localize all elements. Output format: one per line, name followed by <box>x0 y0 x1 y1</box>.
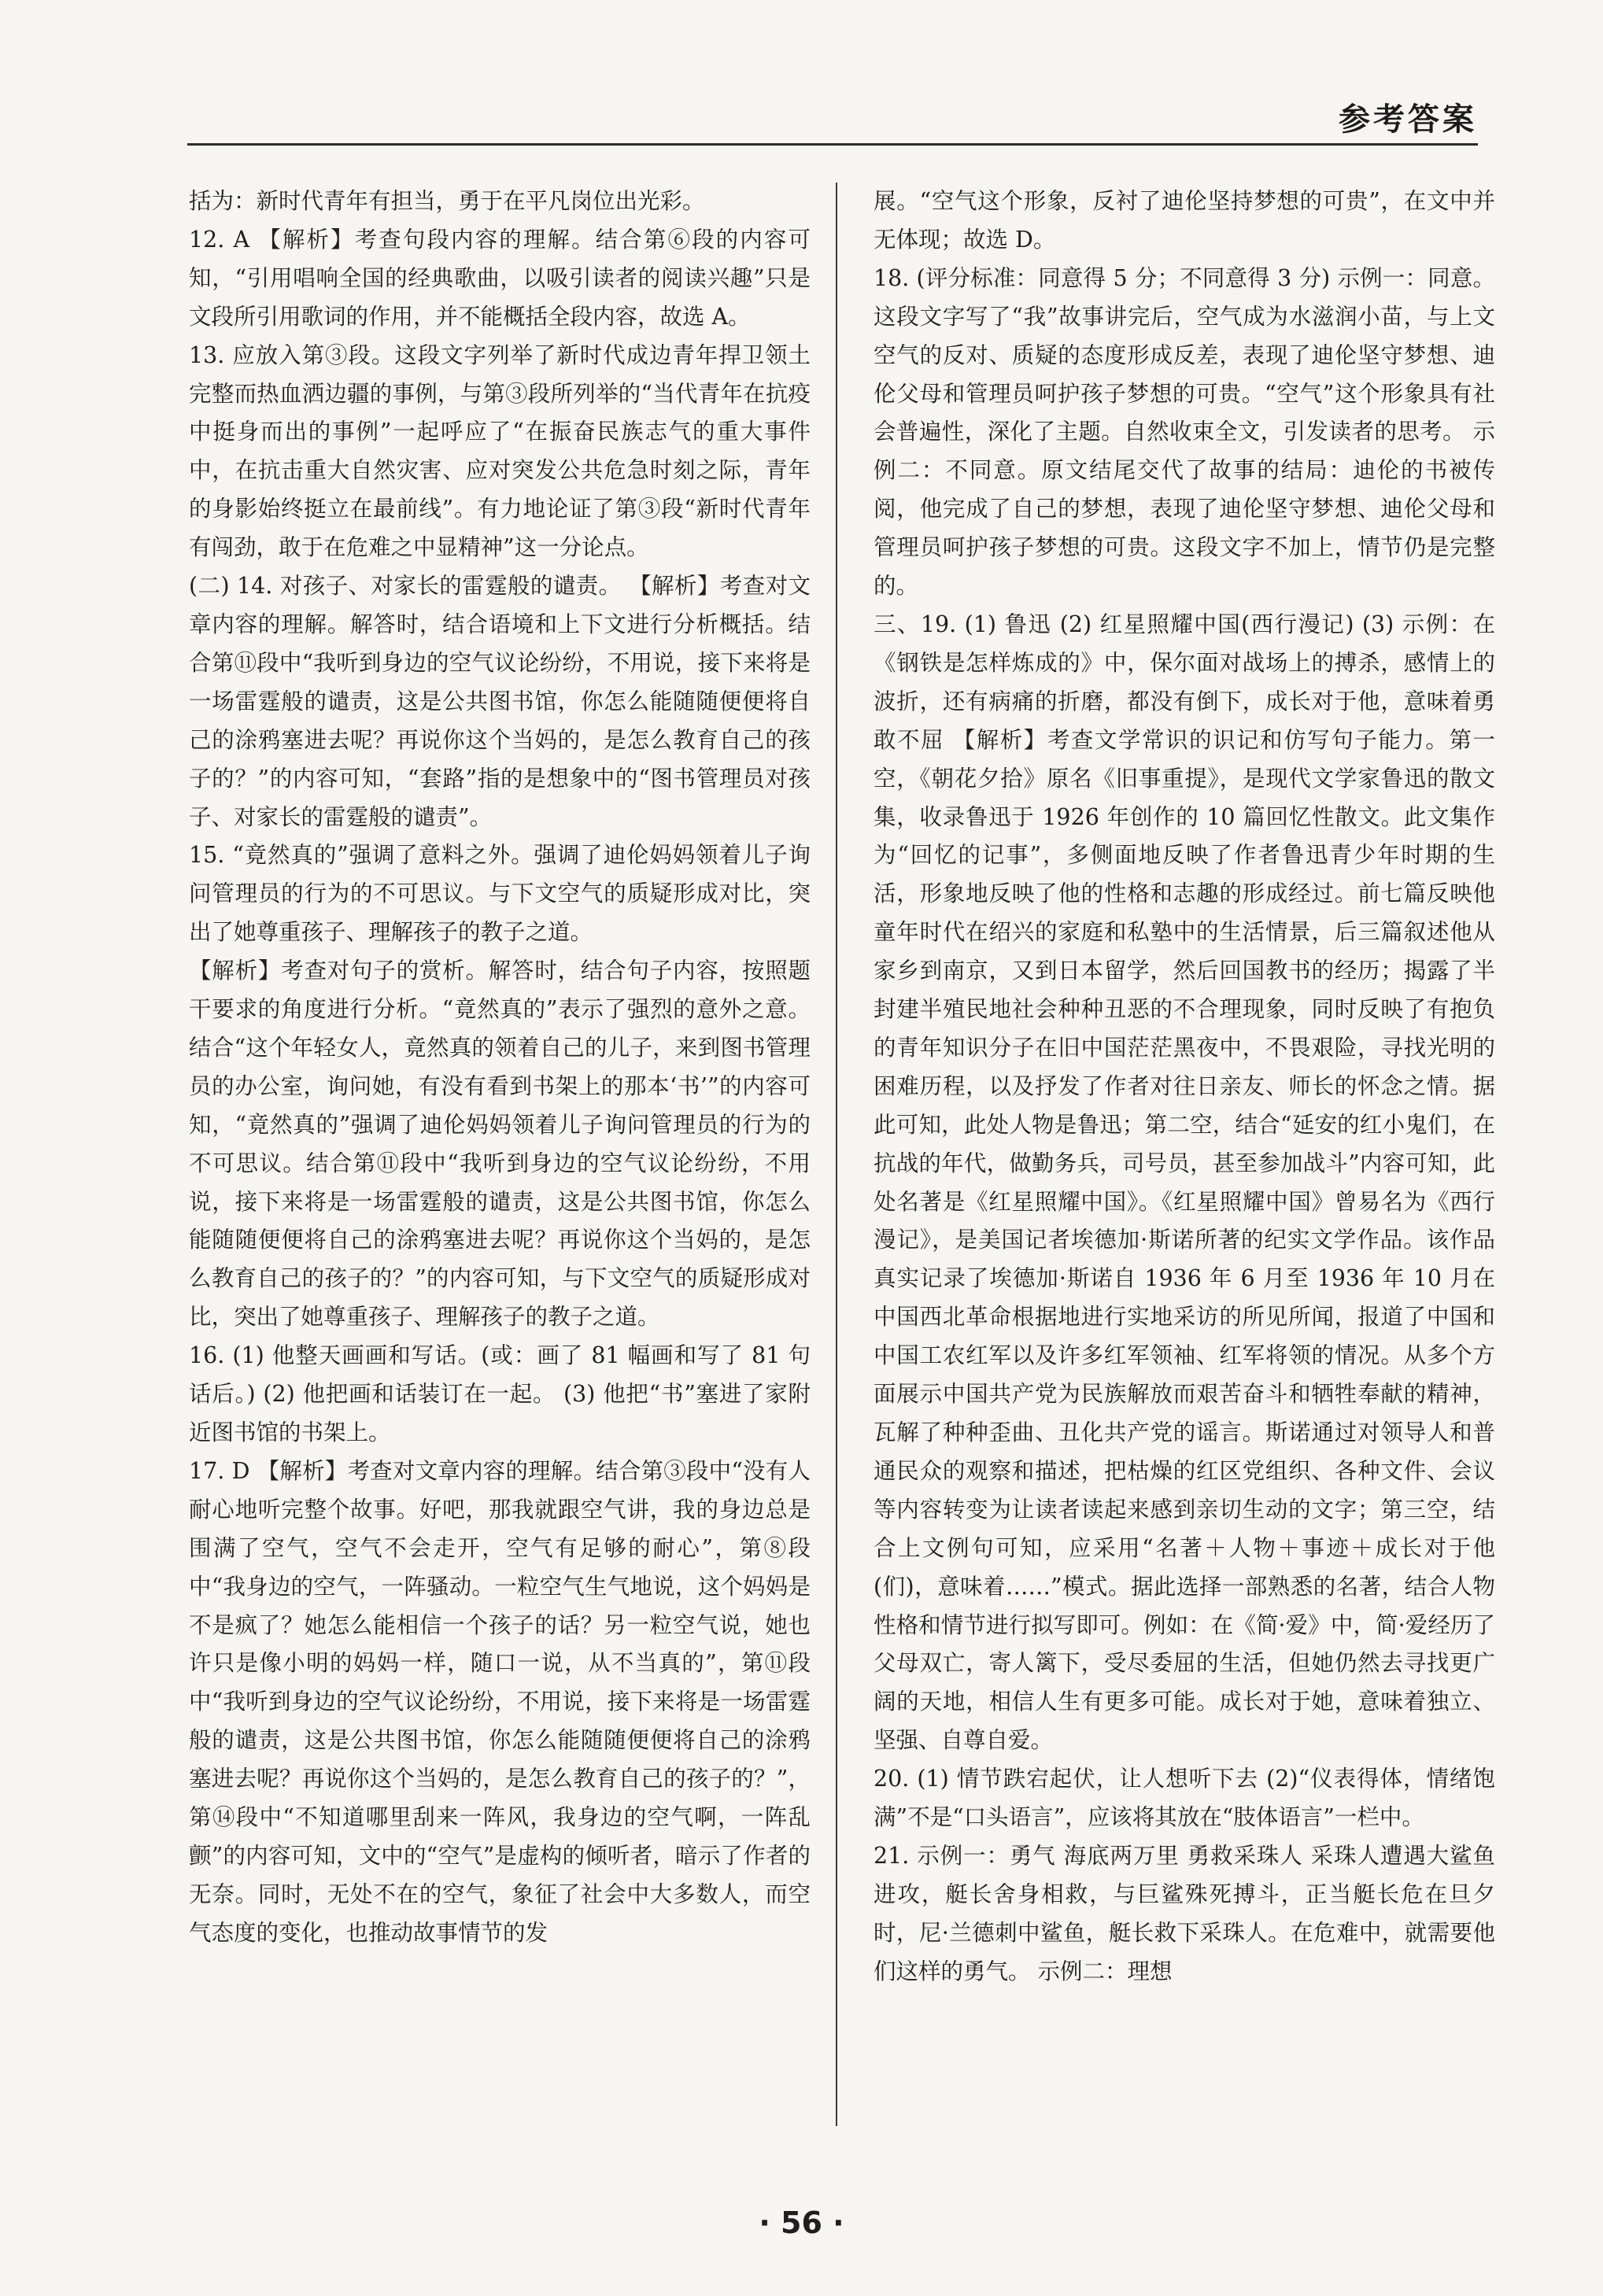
left-column <box>189 183 811 1953</box>
left-paragraph-0: 括为：新时代青年有担当，勇于在平凡岗位出光彩。 <box>189 188 705 214</box>
column-divider <box>836 183 837 2126</box>
left-paragraph-5: 【解析】考查对句子的赏析。解答时，结合句子内容，按照题干要求的角度进行分析。“竟然真的”表示了强烈的意外之意。结合“这个年轻女人，竟然真的领着自己的儿子，来到图书管理员的办公室，询问她，有没有看到书架上的那本‘书’”的内容可知，“竟然真的”强调了迪伦妈妈领着儿子询问管理员的行为的不可思议。结合第⑪段中“我听到身边的空气议论纷纷，不用说，接下来将是一场雷霆般的谴责，这是公共图书馆，你怎么能随随便便将自己的涂鸦塞进去呢？再说你这个当妈的，是怎么教育自己的孩子的？”的内容可知，与下文空气的质疑形成对比，突出了她尊重孩子、理解孩子的教子之道。 <box>189 958 811 1331</box>
right-paragraph-3: 20. (1) 情节跌宕起伏，让人想听下去 (2)“仪表得体，情绪饱满”不是“口头语言”，应该将其放在“肢体语言”一栏中。 <box>874 1766 1495 1831</box>
right-paragraph-1: 18. (评分标准：同意得 5 分；不同意得 3 分) 示例一：同意。这段文字写了“我”故事讲完后，空气成为水滋润小苗，与上文空气的反对、质疑的态度形成反差，表现了迪伦坚守梦想、迪伦父母和管理员呵护孩子梦想的可贵。“空气”这个形象具有社会普遍性，深化了主题。自然收束全文，引发读者的思考。 示例二：不同意。原文结尾交代了故事的结局：迪伦的书被传阅，他完成了自己的梦想，表现了迪伦坚守梦想、迪伦父母和管理员呵护孩子梦想的可贵。这段文字不加上，情节仍是完整的。 <box>874 264 1495 600</box>
left-paragraph-3: (二) 14. 对孩子、对家长的雷霆般的谴责。 【解析】考查对文章内容的理解。解答时，结合语境和上下文进行分析概括。结合第⑪段中“我听到身边的空气议论纷纷，不用说，接下来将是一场雷霆般的谴责，这是公共图书馆，你怎么能随随便便将自己的涂鸦塞进去呢？再说你这个当妈的，是怎么教育自己的孩子的？”的内容可知，“套路”指的是想象中的“图书管理员对孩子、对家长的雷霆般的谴责”。 <box>189 573 811 830</box>
header-rule <box>187 143 1478 146</box>
left-paragraph-7: 17. D 【解析】考查对文章内容的理解。结合第③段中“没有人耐心地听完整个故事。好吧，那我就跟空气讲，我的身边总是围满了空气，空气不会走开，空气有足够的耐心”，第⑧段中“我身边的空气，一阵骚动。一粒空气生气地说，这个妈妈是不是疯了？她怎么能相信一个孩子的话？另一粒空气说，她也许只是像小明的妈妈一样，随口一说，从不当真的”，第⑪段中“我听到身边的空气议论纷纷，不用说，接下来将是一场雷霆般的谴责，这是公共图书馆，你怎么能随随便便将自己的涂鸦塞进去呢？再说你这个当妈的，是怎么教育自己的孩子的？”，第⑭段中“不知道哪里刮来一阵风，我身边的空气啊，一阵乱颤”的内容可知，文中的“空气”是虚构的倾听者，暗示了作者的无奈。同时，无处不在的空气，象征了社会中大多数人，而空气态度的变化，也推动故事情节的发 <box>189 1457 811 1946</box>
right-paragraph-0: 展。“空气这个形象，反衬了迪伦坚持梦想的可贵”，在文中并无体现；故选 D。 <box>874 188 1495 253</box>
left-paragraph-4: 15. “竟然真的”强调了意料之外。强调了迪伦妈妈领着儿子询问管理员的行为的不可思议。与下文空气的质疑形成对比，突出了她尊重孩子、理解孩子的教子之道。 <box>189 842 811 946</box>
left-paragraph-1: 12. A 【解析】考查句段内容的理解。结合第⑥段的内容可知，“引用唱响全国的经典歌曲，以吸引读者的阅读兴趣”只是文段所引用歌词的作用，并不能概括全段内容，故选 A。 <box>189 226 811 330</box>
right-paragraph-2: 三、19. (1) 鲁迅 (2) 红星照耀中国(西行漫记) (3) 示例：在《钢铁是怎样炼成的》中，保尔面对战场上的搏杀，感情上的波折，还有病痛的折磨，都没有倒下，成长对于他，意味着勇敢不屈 【解析】考查文学常识的识记和仿写句子能力。第一空，《朝花夕拾》原名《旧事重提》，是现代文学家鲁迅的散文集，收录鲁迅于 1926 年创作的 10 篇回忆性散文。此文集作为“回忆的记事”，多侧面地反映了作者鲁迅青少年时期的生活，形象地反映了他的性格和志趣的形成经过。前七篇反映他童年时代在绍兴的家庭和私塾中的生活情景，后三篇叙述他从家乡到南京，又到日本留学，然后回国教书的经历；揭露了半封建半殖民地社会种种丑恶的不合理现象，同时反映了有抱负的青年知识分子在旧中国茫茫黑夜中，不畏艰险，寻找光明的困难历程，以及抒发了作者对往日亲友、师长的怀念之情。据此可知，此处人物是鲁迅；第二空，结合“延安的红小鬼们，在抗战的年代，做勤务兵，司号员，甚至参加战斗”内容可知，此处名著是《红星照耀中国》。《红星照耀中国》曾易名为《西行漫记》，是美国记者埃德加·斯诺所著的纪实文学作品。该作品真实记录了埃德加·斯诺自 1936 年 6 月至 1936 年 10 月在中国西北革命根据地进行实地采访的所见所闻，报道了中国和中国工农红军以及许多红军领袖、红军将领的情况。从多个方面展示中国共产党为民族解放而艰苦奋斗和牺牲奉献的精神，瓦解了种种歪曲、丑化共产党的谣言。斯诺通过对领导人和普通民众的观察和描述，把枯燥的红区党组织、各种文件、会议等内容转变为让读者读起来感到亲切生动的文字；第三空，结合上文例句可知，应采用“名著＋人物＋事迹＋成长对于他(们)，意味着……”模式。据此选择一部熟悉的名著，结合人物性格和情节进行拟写即可。例如：在《简·爱》中，简·爱经历了父母双亡，寄人篱下，受尽委屈的生活，但她仍然去寻找更广阔的天地，相信人生有更多可能。成长对于她，意味着独立、坚强、自尊自爱。 <box>874 611 1495 1754</box>
header-title: 参考答案 <box>1339 102 1477 138</box>
left-paragraph-2: 13. 应放入第③段。这段文字列举了新时代成边青年捍卫领土完整而热血洒边疆的事例，与第③段所列举的“当代青年在抗疫中挺身而出的事例”一起呼应了“在振奋民族志气的重大事件中，在抗击重大自然灾害、应对突发公共危急时刻之际，青年的身影始终挺立在最前线”。有力地论证了第③段“新时代青年有闯劲，敢于在危难之中显精神”这一分论点。 <box>189 341 811 561</box>
left-paragraph-6: 16. (1) 他整天画画和写话。(或：画了 81 幅画和写了 81 句话后。) (2) 他把画和话装订在一起。 (3) 他把“书”塞进了家附近图书馆的书架上。 <box>189 1342 811 1445</box>
page-number: · 56 · <box>759 2206 844 2240</box>
right-paragraph-4: 21. 示例一：勇气 海底两万里 勇救采珠人 采珠人遭遇大鲨鱼进攻，艇长舍身相救，与巨鲨殊死搏斗，正当艇长危在旦夕时，尼·兰德刺中鲨鱼，艇长救下采珠人。在危难中，就需要他们这样的勇气。 示例二：理想 <box>874 1842 1495 1984</box>
right-column <box>874 183 1495 1991</box>
